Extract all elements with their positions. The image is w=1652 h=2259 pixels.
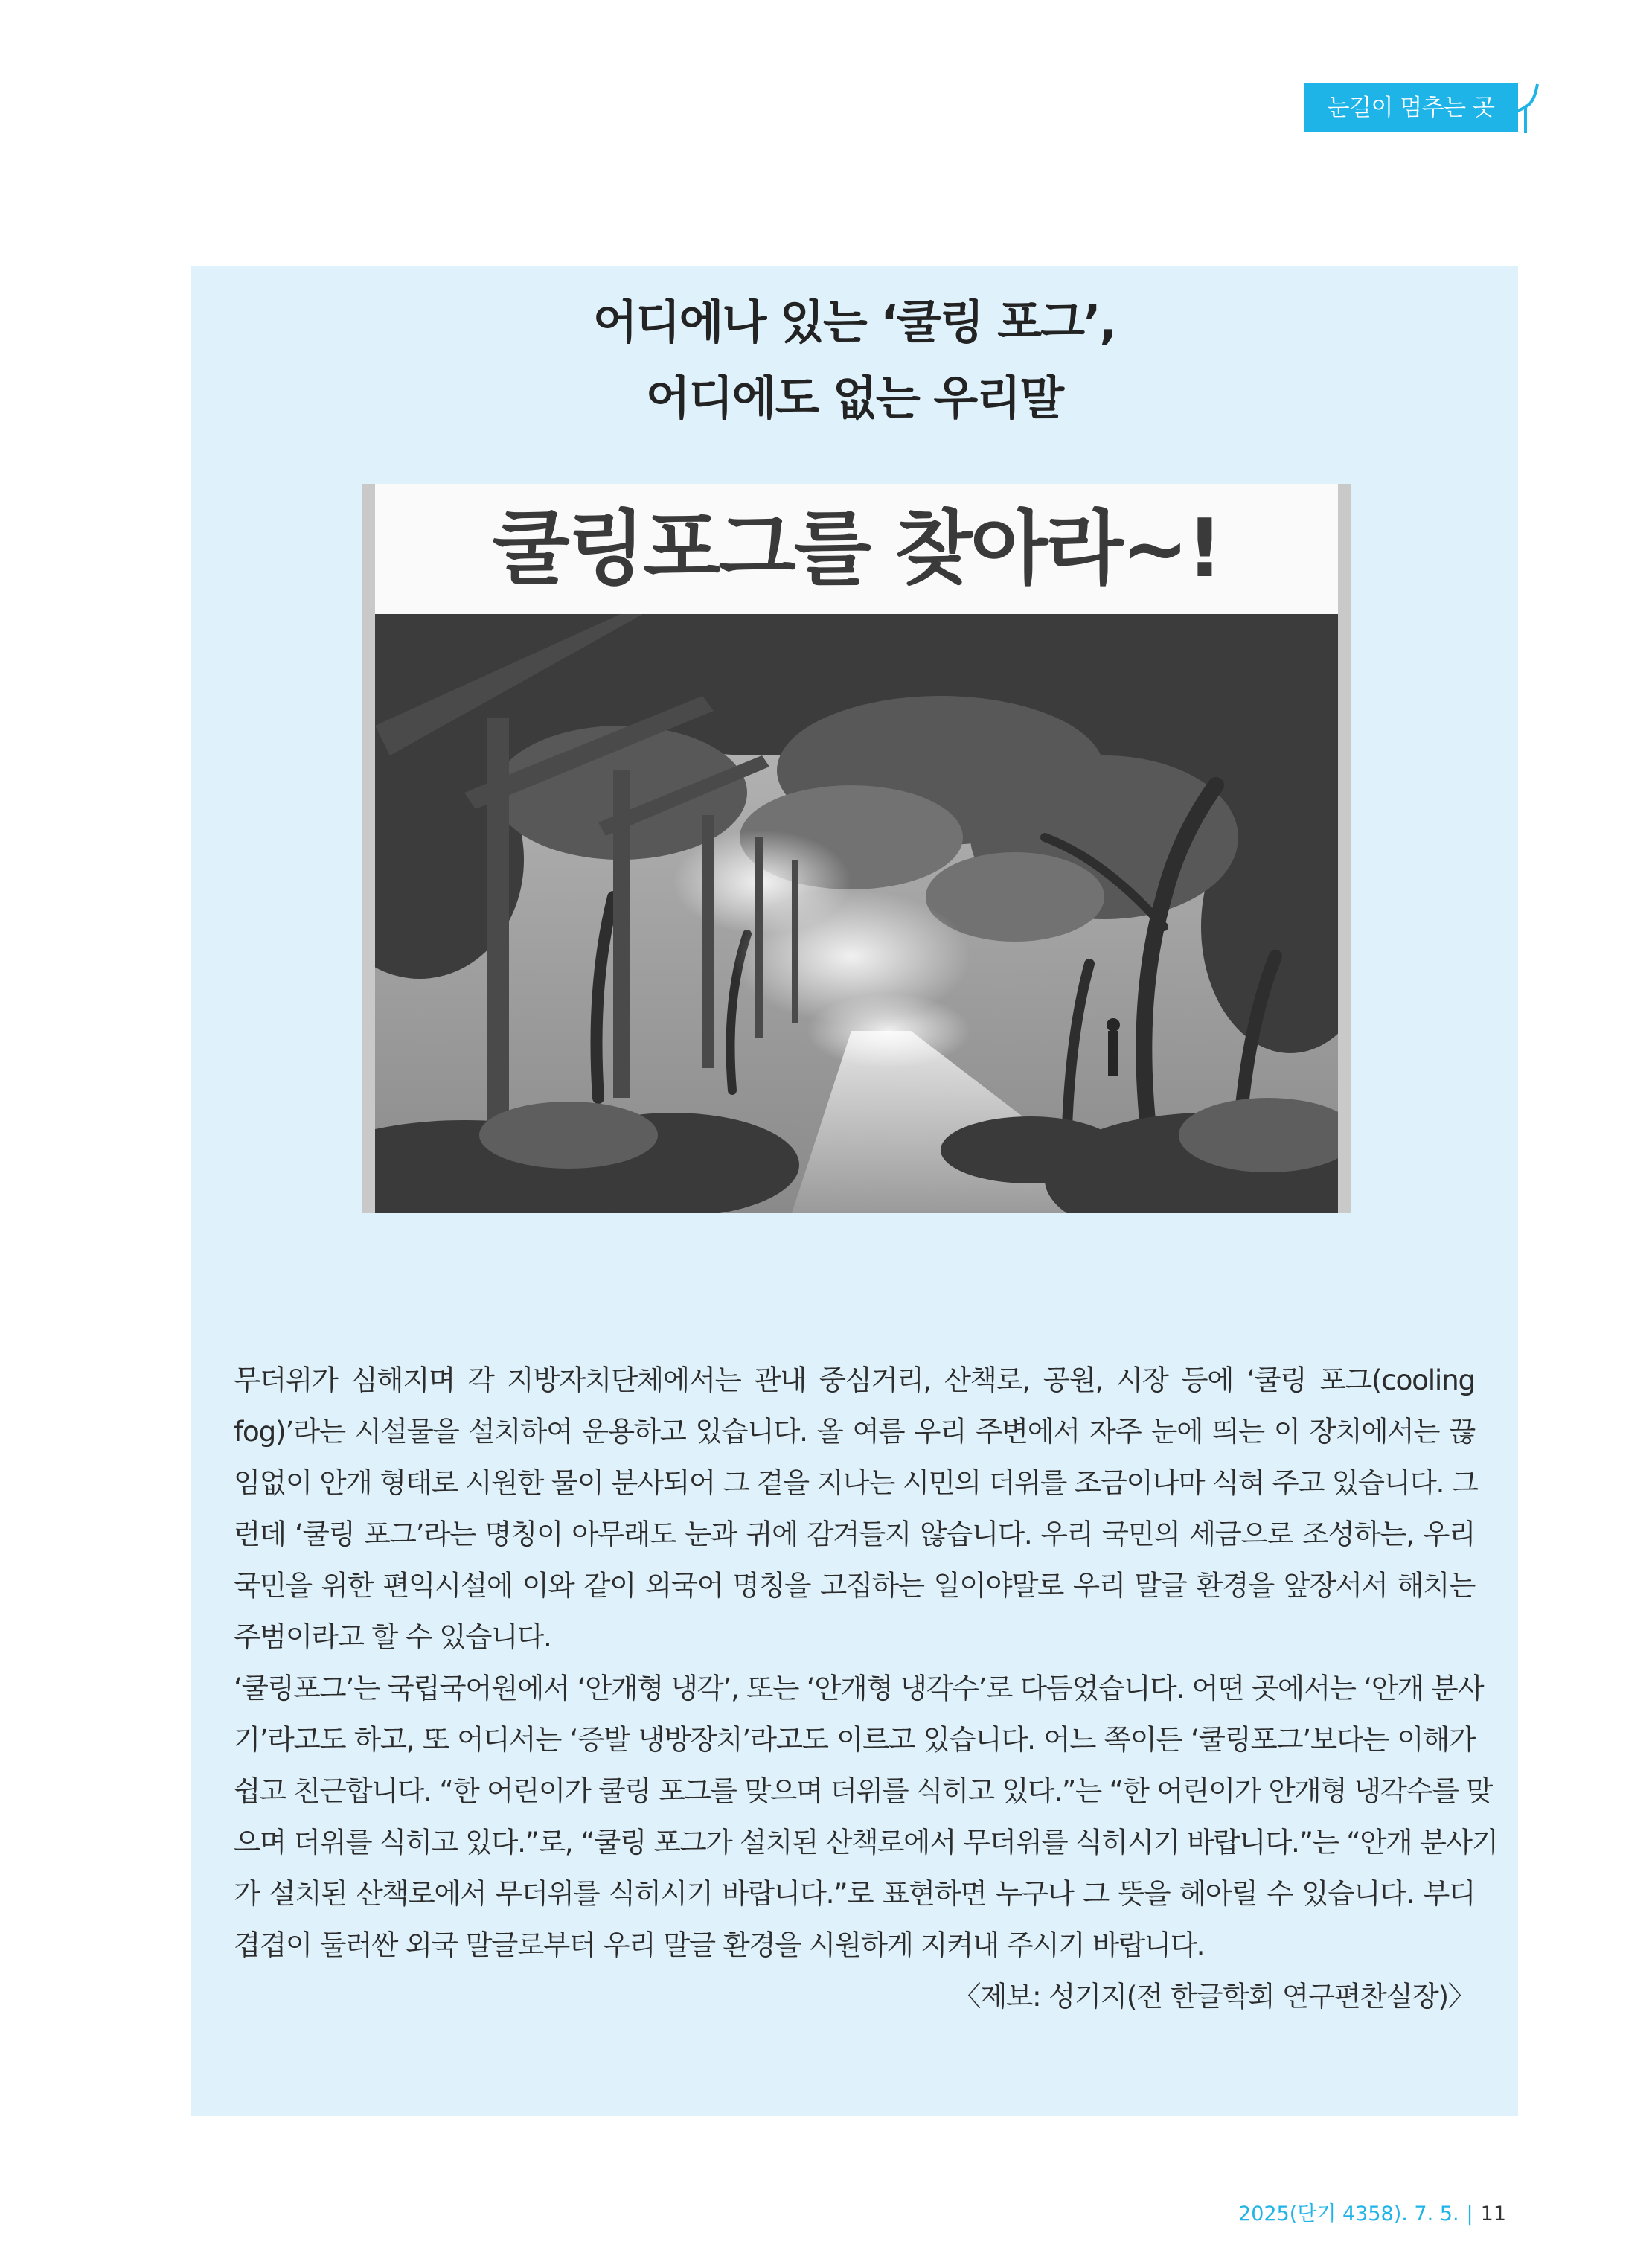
paragraph-2-line: 쉽고 친근합니다. “한 어린이가 쿨링 포그를 맞으며 더위를 식히고 있다.”는 “한 어린이가 안개형 냉각수를 맞 bbox=[234, 1774, 1493, 1807]
article-credit: 〈제보: 성기지(전 한글학회 연구편찬실장)〉 bbox=[953, 1980, 1475, 2013]
article-photo bbox=[362, 484, 1351, 1213]
paragraph-1-line: 국민을 위한 편익시설에 이와 같이 외국어 명칭을 고집하는 일이야말로 우리 말글 환경을 앞장서서 해치는 bbox=[234, 1569, 1475, 1602]
cooling-fog-path-photo bbox=[375, 614, 1338, 1213]
paragraph-1-line: 임없이 안개 형태로 시원한 물이 분사되어 그 곁을 지나는 시민의 더위를 조금이나마 식혀 주고 있습니다. 그 bbox=[234, 1466, 1478, 1499]
paragraph-1-line: fog)’라는 시설물을 설치하여 운용하고 있습니다. 올 여름 우리 주변에서 자주 눈에 띄는 이 장치에서는 끊 bbox=[234, 1415, 1475, 1448]
section-tab: 눈길이 멈추는 곳 bbox=[1304, 83, 1518, 132]
paragraph-1-line: 무더위가 심해지며 각 지방자치단체에서는 관내 중심거리, 산책로, 공원, 시장 등에 ‘쿨링 포그(cooling bbox=[234, 1364, 1475, 1396]
paragraph-2-line: 으며 더위를 식히고 있다.”로, “쿨링 포그가 설치된 산책로에서 무더위를 식히시기 바랍니다.”는 “안개 분사기 bbox=[234, 1826, 1498, 1859]
paragraph-2-line: 가 설치된 산책로에서 무더위를 식히시기 바랍니다.”로 표현하면 누구나 그 뜻을 헤아릴 수 있습니다. 부디 bbox=[234, 1877, 1475, 1910]
page-footer bbox=[1238, 2199, 1506, 2229]
paragraph-2-line: 기’라고도 하고, 또 어디서는 ‘증발 냉방장치’라고도 이르고 있습니다. 어느 쪽이든 ‘쿨링포그’보다는 이해가 bbox=[234, 1723, 1475, 1756]
article-paragraph-1 bbox=[234, 1355, 1478, 1663]
article-title bbox=[191, 284, 1518, 436]
footer-separator: | bbox=[1466, 2202, 1473, 2226]
article-panel bbox=[191, 266, 1518, 2116]
paragraph-2-line: ‘쿨링포그’는 국립국어원에서 ‘안개형 냉각’, 또는 ‘안개형 냉각수’로 다듬었습니다. 어떤 곳에서는 ‘안개 분사 bbox=[234, 1672, 1484, 1704]
paragraph-1-line: 주범이라고 할 수 있습니다. bbox=[234, 1620, 551, 1653]
article-paragraph-2 bbox=[234, 1663, 1498, 1971]
article-title-line-1: 어디에나 있는 ‘쿨링 포그’, bbox=[592, 295, 1116, 349]
paragraph-1-line: 런데 ‘쿨링 포그’라는 명칭이 아무래도 눈과 귀에 감겨들지 않습니다. 우리 국민의 세금으로 조성하는, 우리 bbox=[234, 1518, 1475, 1550]
section-tab-marker-icon bbox=[1488, 71, 1542, 138]
issue-date: 2025(단기 4358). 7. 5. bbox=[1238, 2202, 1459, 2226]
article-body bbox=[234, 1355, 1498, 2022]
photo-banner-text: 쿨링포그를 찾아라~! bbox=[375, 484, 1338, 614]
article-title-line-2: 어디에도 없는 우리말 bbox=[645, 371, 1063, 425]
page-number: 11 bbox=[1480, 2202, 1506, 2226]
paragraph-2-line: 겹겹이 둘러싼 외국 말글로부터 우리 말글 환경을 시원하게 지켜내 주시기 바랍니다. bbox=[234, 1929, 1205, 1961]
